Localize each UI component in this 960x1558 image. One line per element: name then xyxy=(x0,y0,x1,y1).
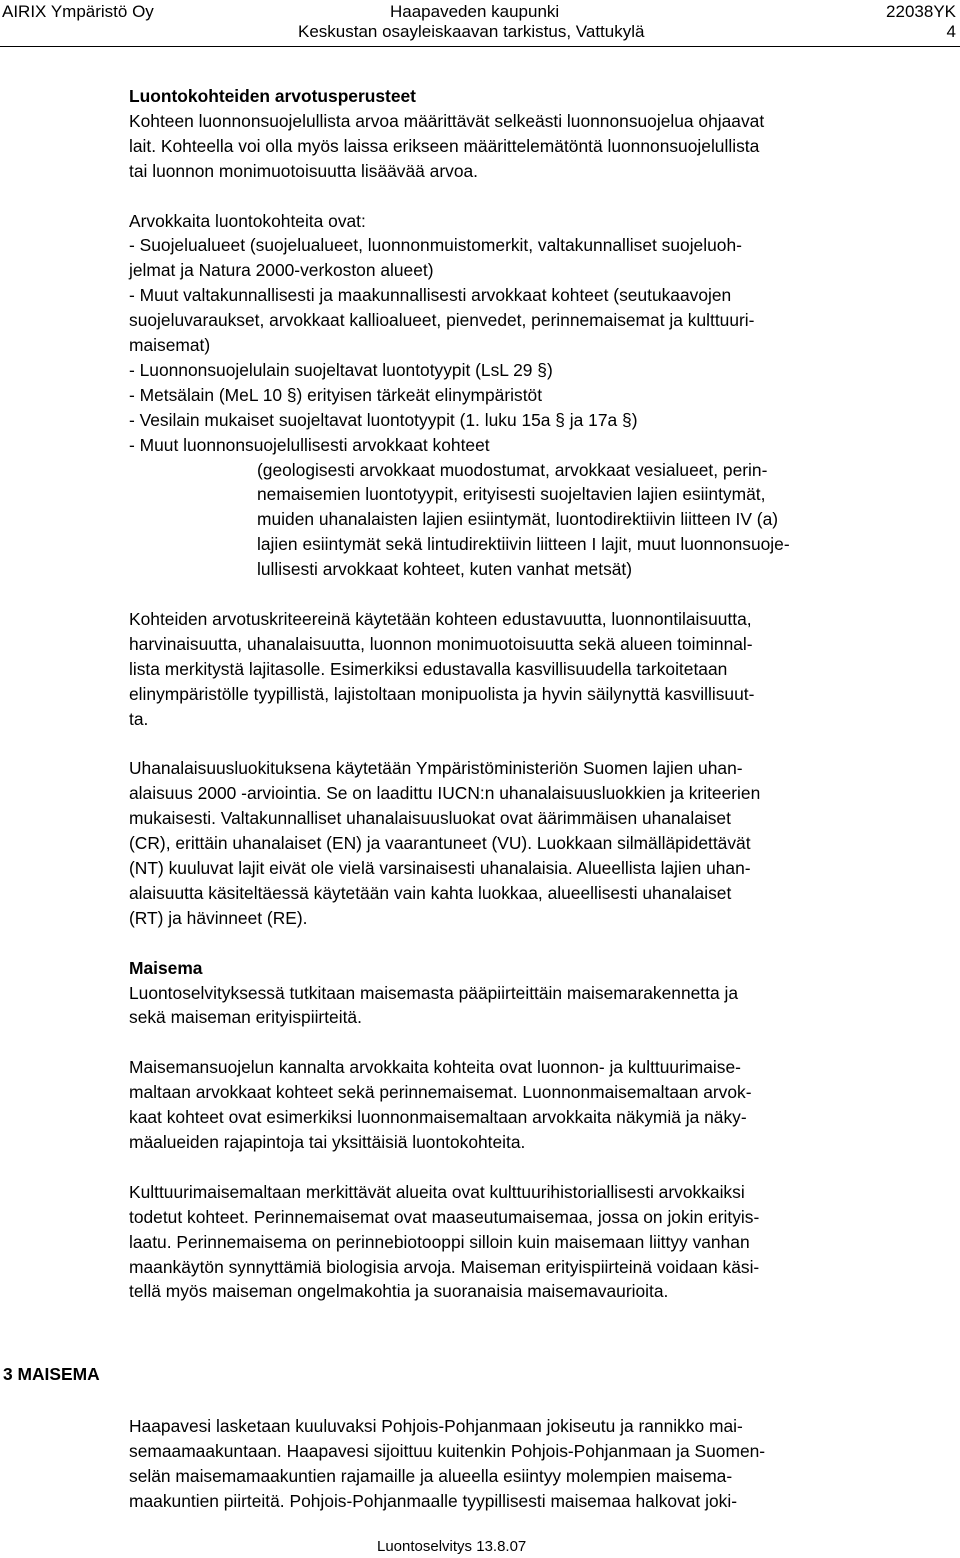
text-line: alaisuutta käsiteltäessä käytetään vain kahta luokkaa, alueellisesti uhanalaiset xyxy=(129,882,732,903)
list-line: - Luonnonsuojelulain suojeltavat luontotyypit (LsL 29 §) xyxy=(129,359,553,380)
section-maisema-text xyxy=(129,1414,929,1514)
page-header xyxy=(0,0,960,44)
text-line: selän maisemamaakuntien rajamaille ja alueella esiintyy molempien maisema- xyxy=(129,1465,733,1486)
header-client: Haapaveden kaupunki xyxy=(390,2,560,21)
indented-line: lullisesti arvokkaat kohteet, kuten vanhat metsät) xyxy=(257,559,633,580)
header-project: Keskustan osayleiskaavan tarkistus, Vattukylä xyxy=(298,22,645,41)
indented-line: (geologisesti arvokkaat muodostumat, arvokkaat vesialueet, perin- xyxy=(257,459,768,480)
section-heading-3-maisema: 3 MAISEMA xyxy=(3,1364,100,1384)
text-line: maankäytön synnyttämiä biologisia arvoja. Maiseman erityispiirteinä voidaan käsi- xyxy=(129,1256,760,1277)
header-company: AIRIX Ympäristö Oy xyxy=(2,2,154,21)
text-line: (NT) kuuluvat lajit eivät ole vielä varsinaisesti uhanalaisia. Alueellista lajien uhan- xyxy=(129,858,751,879)
text-line: lista merkitystä lajitasolle. Esimerkiksi edustavalla kasvillisuudella tarkoitetaan xyxy=(129,658,728,679)
text-line: sekä maiseman erityispiirteitä. xyxy=(129,1007,362,1028)
text-line: semaamaakuntaan. Haapavesi sijoittuu kuitenkin Pohjois-Pohjanmaan ja Suomen- xyxy=(129,1440,766,1461)
list-line: jelmat ja Natura 2000-verkoston alueet) xyxy=(129,260,434,281)
text-line: laatu. Perinnemaisema on perinnebiotooppi silloin kuin maisemaan liittyy vanhan xyxy=(129,1231,750,1252)
text-line: tellä myös maiseman ongelmakohtia ja suoranaisia maisemavaurioita. xyxy=(129,1281,669,1302)
text-line: alaisuus 2000 -arviointia. Se on laadittu IUCN:n uhanalaisuusluokkien ja kriteerien xyxy=(129,783,761,804)
list-line: maisemat) xyxy=(129,335,211,356)
indented-line: muiden uhanalaisten lajien esiintymät, luontodirektiivin liitteen IV (a) xyxy=(257,509,779,530)
header-rule xyxy=(0,46,960,47)
text-line: ta. xyxy=(129,708,149,729)
list-line: suojeluvaraukset, arvokkaat kallioalueet, pienvedet, perinnemaisemat ja kulttuuri- xyxy=(129,310,755,331)
text-line: Luontoselvityksessä tutkitaan maisemasta pääpiirteittäin maisemarakennetta ja xyxy=(129,982,738,1003)
text-line: Kohteiden arvotuskriteereinä käytetään kohteen edustavuutta, luonnontilaisuutta, xyxy=(129,609,752,629)
text-line: (CR), erittäin uhanalaiset (EN) ja vaarantuneet (VU). Luokkaan silmälläpidettävät xyxy=(129,833,751,854)
text-line: mukaisesti. Valtakunnalliset uhanalaisuusluokat ovat äärimmäisen uhanalaiset xyxy=(129,808,731,829)
list-line: - Suojelualueet (suojelualueet, luonnonmuistomerkit, valtakunnalliset suojeluoh- xyxy=(129,235,742,256)
text-line: tai luonnon monimuotoisuutta lisäävää arvoa. xyxy=(129,160,478,181)
text-line: Kohteen luonnonsuojelullista arvoa määrittävät selkeästi luonnonsuojelua ohjaavat xyxy=(129,110,765,131)
text-line: mäalueiden rajapintoja tai yksittäisiä luontokohteita. xyxy=(129,1131,526,1152)
section-luontokohteet xyxy=(129,84,929,1304)
text-line: elinympäristölle tyypillistä, lajistoltaan monipuolista ja hyvin säilynyttä kasvillisuut- xyxy=(129,683,755,704)
text-line: Kulttuurimaisemaltaan merkittävät alueita ovat kulttuurihistoriallisesti arvokkaiksi xyxy=(129,1181,745,1202)
indented-line: nemaisemien luontotyypit, erityisesti suojeltavien lajien esiintymät, xyxy=(257,484,766,505)
list-line: - Vesilain mukaiset suojeltavat luontotyypit (1. luku 15a § ja 17a §) xyxy=(129,409,638,430)
indented-line: lajien esiintymät sekä lintudirektiivin liitteen I lajit, muut luonnonsuoje- xyxy=(257,534,790,555)
text-line: kaat kohteet ovat esimerkiksi luonnonmaisemaltaan arvokkaita näkymiä ja näky- xyxy=(129,1107,747,1128)
text-line: maltaan arvokkaat kohteet sekä perinnemaisemat. Luonnonmaisemaltaan arvok- xyxy=(129,1082,752,1103)
heading-maisema: Maisema xyxy=(129,957,203,978)
header-code: 22038YK xyxy=(886,2,956,21)
page-footer: Luontoselvitys 13.8.07 xyxy=(377,1538,527,1555)
text-line: harvinaisuutta, uhanalaisuutta, luonnon monimuotoisuutta sekä alueen toiminnal- xyxy=(129,633,753,654)
text-line: lait. Kohteella voi olla myös laissa erikseen määrittelemätöntä luonnonsuojelullista xyxy=(129,135,760,156)
text-line: maakuntien piirteitä. Pohjois-Pohjanmaalle tyypillisesti maisemaa halkovat joki- xyxy=(129,1490,737,1511)
text-line: Maisemansuojelun kannalta arvokkaita kohteita ovat luonnon- ja kulttuurimaise- xyxy=(129,1057,741,1078)
header-page-number: 4 xyxy=(946,22,956,41)
text-line: Uhanalaisuusluokituksena käytetään Ympäristöministeriön Suomen lajien uhan- xyxy=(129,758,743,779)
list-line: - Muut valtakunnallisesti ja maakunnallisesti arvokkaat kohteet (seutukaavojen xyxy=(129,285,732,306)
text-line: todetut kohteet. Perinnemaisemat ovat maaseutumaisemaa, jossa on jokin erityis- xyxy=(129,1206,760,1227)
text-line: (RT) ja hävinneet (RE). xyxy=(129,907,308,928)
list-line: - Metsälain (MeL 10 §) erityisen tärkeät elinympäristöt xyxy=(129,384,543,405)
list-line: - Muut luonnonsuojelullisesti arvokkaat kohteet xyxy=(129,434,490,455)
list-intro: Arvokkaita luontokohteita ovat: xyxy=(129,210,366,231)
text-line: Haapavesi lasketaan kuuluvaksi Pohjois-Pohjanmaan jokiseutu ja rannikko mai- xyxy=(129,1416,743,1436)
heading-arvotusperusteet: Luontokohteiden arvotusperusteet xyxy=(129,86,416,106)
